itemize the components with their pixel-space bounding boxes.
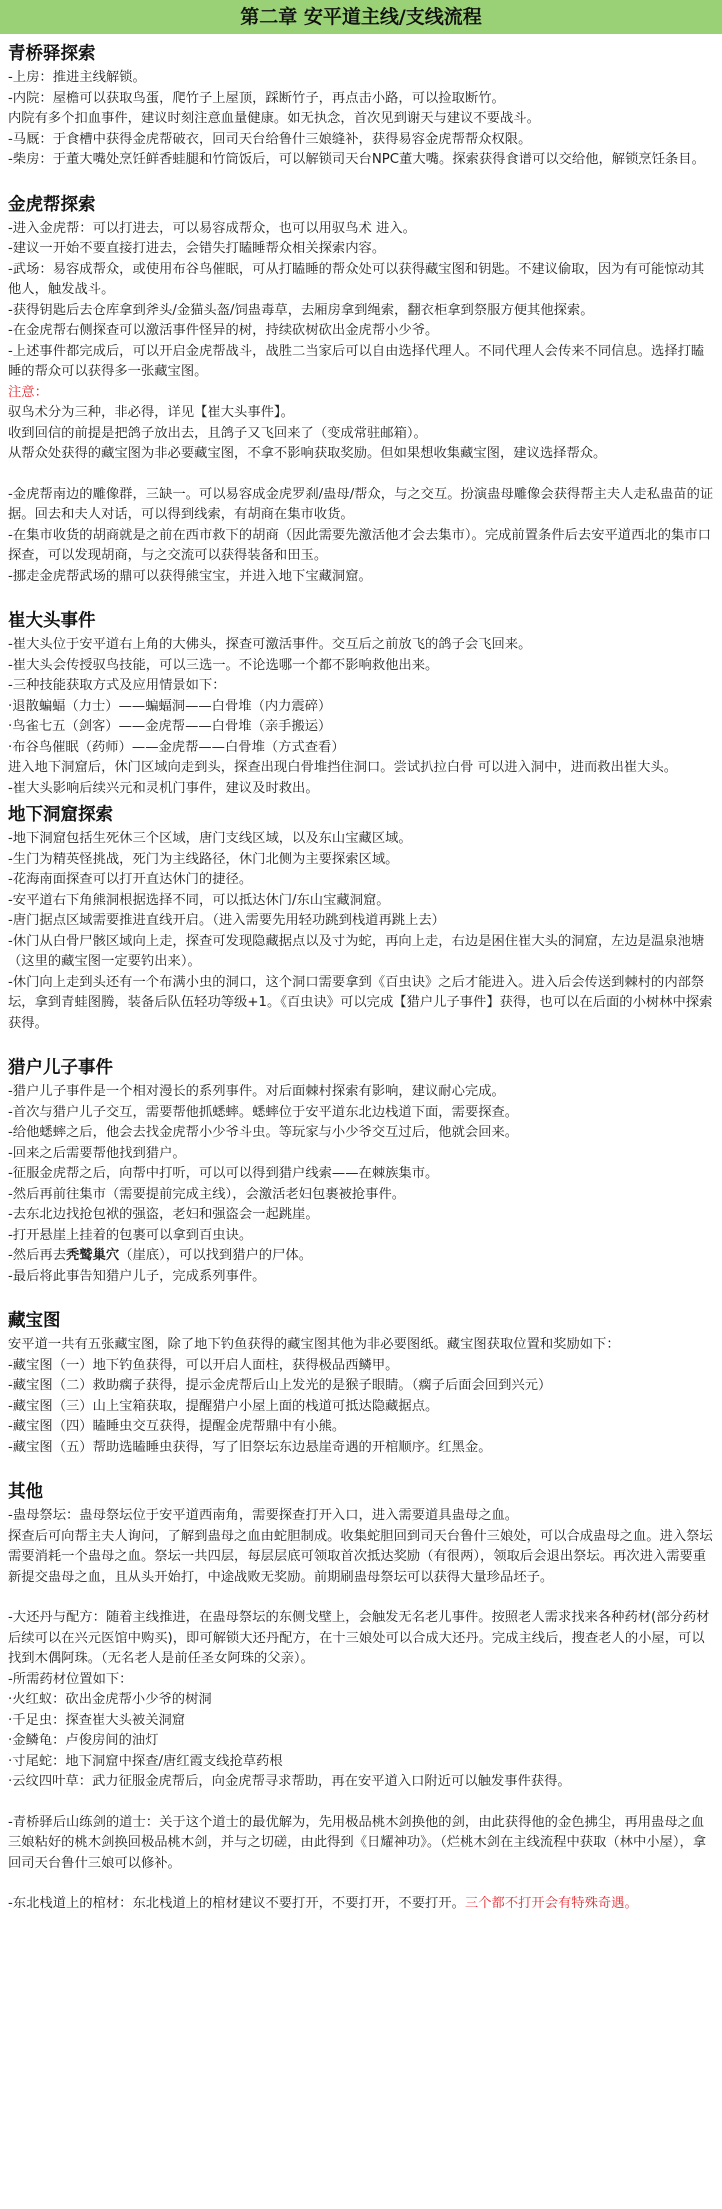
text-line: -柴房：于董大嘴处烹饪鲜香蛙腿和竹筒饭后，可以解锁司天台NPC董大嘴。探索获得食谱可以交给他，解锁烹饪条目。 xyxy=(8,152,705,167)
text-line: ·金鳞龟：卢俊房间的油灯 xyxy=(8,1733,159,1748)
text-line: ·布谷鸟催眠（药师）——金虎帮——白骨堆（方式查看） xyxy=(8,739,345,755)
text-line: -最后将此事告知猎户儿子，完成系列事件。 xyxy=(8,1268,266,1284)
page-title: 第二章 安平道主线/支线流程 xyxy=(0,0,722,34)
text-line: -藏宝图（二）救助瘸子获得，提示金虎帮后山上发光的是猴子眼睛。（瘸子后面会回到兴元） xyxy=(8,1378,552,1393)
text-line: 探查后可向帮主夫人询问，了解到蛊母之血由蛇胆制成。收集蛇胆回到司天台鲁什三娘处，可以合成蛊母之血。进入祭坛需要消耗一个蛊母之血。祭坛一共四层，每层层底可领取首次抵达奖励（有很两），领取后会退出祭坛。再次进入需要重新提交蛊母之血，且从头开始打，中途战败无奖励。前期刷蛊母祭坛可以获得大量珍品坯子。 xyxy=(8,1528,713,1585)
section-heading: 崔大头事件 xyxy=(8,611,96,631)
text-line: -在金虎帮右侧探查可以激活事件怪异的树，持续砍树砍出金虎帮小少爷。 xyxy=(8,323,439,338)
warning-text: 三个都不打开会有特殊奇遇。 xyxy=(464,1896,638,1911)
section-heading: 金虎帮探索 xyxy=(8,194,96,215)
text-line: -给他蟋蟀之后，他会去找金虎帮小少爷斗虫。等玩家与小少爷交互过后，他就会回来。 xyxy=(8,1125,519,1140)
text-line: -藏宝图（五）帮助选瞌睡虫获得，写了旧祭坛东边悬崖奇遇的开棺顺序。红黑金。 xyxy=(8,1439,492,1455)
text-line: -休门向上走到头还有一个布满小虫的洞口，这个洞口需要拿到《百虫诀》之后才能进入。进入后会传送到棘村的内部祭坛，拿到青蛙图腾，装备后队伍轻功等级+1。《百虫诀》可以完成【猎户儿子事件】获得，也可以在后面的小树林中探索获得。 xyxy=(8,974,713,1031)
text-line: 收到回信的前提是把鸽子放出去，且鸽子又飞回来了（变成常驻邮箱）。 xyxy=(8,425,427,441)
text-line: -获得钥匙后去仓库拿到斧头/金猫头盔/饲蛊毒草，去厢房拿到绳索，翻衣柜拿到祭服方便其他探索。 xyxy=(8,302,594,318)
text-line: -上述事件都完成后，可以开启金虎帮战斗，战胜二当家后可以自由选择代理人。不同代理人会传来不同信息。选择打瞌睡的帮众可以获得多一张藏宝图。 xyxy=(8,343,705,379)
spacer xyxy=(8,1793,714,1813)
text-line: -藏宝图（三）山上宝箱获取，提醒猎户小屋上面的栈道可抵达隐藏据点。 xyxy=(8,1398,439,1414)
text-line: -崔大头位于安平道右上角的大佛头，探查可激活事件。交互后之前放飞的鸽子会飞回来。 xyxy=(8,637,532,652)
text-line: 从帮众处获得的藏宝图为非必要藏宝图，不拿不影响获取奖励。但如果想收集藏宝图，建议选择帮众。 xyxy=(8,446,607,461)
text-line xyxy=(8,1894,714,1915)
text-line: -藏宝图（四）瞌睡虫交互获得，提醒金虎帮鼎中有小熊。 xyxy=(8,1419,346,1434)
section-cuidatou xyxy=(8,609,714,799)
text-line: -大还丹与配方：随着主线推进，在蛊母祭坛的东侧戈壁上，会触发无名老儿事件。按照老人需求找来各种药材(部分药材后续可以在兴元医馆中购买)，即可解锁大还丹配方，在十三娘处可以合成大还丹。完成主线后，搜查老人的小屋，可以找到木偶阿珠。（无名老人是前任圣女阿珠的父亲）。 xyxy=(8,1610,710,1666)
text-span: -东北栈道上的棺材：东北栈道上的棺材建议不要打开，不要打开，不要打开。 xyxy=(8,1896,465,1911)
text-line: -进入金虎帮：可以打进去，可以易容成帮众，也可以用驭鸟术 进入。 xyxy=(8,220,416,236)
section-dixia xyxy=(8,803,714,1034)
text-line: -休门从白骨尸骸区域向上走，探查可发现隐藏据点以及寸为蛇，再向上走，右边是困住崔大头的洞窟，左边是温泉池塘（这里的藏宝图一定要钓出来）。 xyxy=(8,933,705,969)
content xyxy=(0,34,722,1921)
spacer xyxy=(8,465,714,485)
spacer xyxy=(8,1874,714,1894)
text-line: -安平道右下角熊洞根据选择不同，可以抵达休门/东山宝藏洞窟。 xyxy=(8,892,390,908)
section-heading: 其他 xyxy=(8,1482,43,1502)
text-line: -崔大头会传授驭鸟技能，可以三选一。不论选哪一个都不影响救他出来。 xyxy=(8,657,439,673)
section-heading: 青桥驿探索 xyxy=(8,44,96,64)
text-line: -然后再前往集市（需要提前完成主线），会激活老妇包裹被抢事件。 xyxy=(8,1186,406,1202)
text-line: -猎户儿子事件是一个相对漫长的系列事件。对后面棘村探索有影响，建议耐心完成。 xyxy=(8,1084,505,1099)
text-line: -首次与猎户儿子交互，需要帮他抓蟋蟀。蟋蟀位于安平道东北边栈道下面，需要探查。 xyxy=(8,1104,519,1120)
text-line: -蛊母祭坛：蛊母祭坛位于安平道西南角，需要探查打开入口，进入需要道具蛊母之血。 xyxy=(8,1508,519,1523)
text-line: -在集市收货的胡商就是之前在西市救下的胡商（因此需要先激活他才会去集市）。完成前置条件后去安平道西北的集市口探查，可以发现胡商，与之交流可以获得装备和田玉。 xyxy=(8,527,711,563)
section-cangbao xyxy=(8,1309,714,1458)
text-line: ·云纹四叶草：武力征服金虎帮后，向金虎帮寻求帮助，再在安平道入口附近可以触发事件获得。 xyxy=(8,1774,571,1789)
text-line: -打开悬崖上挂着的包裹可以拿到百虫诀。 xyxy=(8,1227,253,1243)
text-line: -挪走金虎帮武场的鼎可以获得熊宝宝，并进入地下宝藏洞窟。 xyxy=(8,568,372,584)
section-heading: 藏宝图 xyxy=(8,1311,61,1331)
text-line: ·火红蚁：砍出金虎帮小少爷的树洞 xyxy=(8,1692,212,1707)
text-line: -征服金虎帮之后，向帮中打听，可以可以得到猎户线索——在棘族集市。 xyxy=(8,1166,439,1181)
text-line: -地下洞窟包括生死休三个区域，唐门支线区域，以及东山宝藏区域。 xyxy=(8,831,412,846)
text-line: -回来之后需要帮他找到猎户。 xyxy=(8,1145,186,1161)
text-line: -金虎帮南边的雕像群，三缺一。可以易容成金虎罗刹/蛊母/帮众，与之交互。扮演蛊母雕像会获得帮主夫人走私蛊苗的证据。回去和夫人对话，可以得到线索，有胡商在集市收货。 xyxy=(8,486,714,522)
text-line: ·千足虫：探查崔大头被关洞窟 xyxy=(8,1712,186,1728)
text-line: -内院：屋檐可以获取鸟蛋，爬竹子上屋顶，踩断竹子，再点击小路，可以捡取断竹。 xyxy=(8,90,505,106)
text-line: -上房：推进主线解锁。 xyxy=(8,70,146,85)
text-line: -建议一开始不要直接打进去，会错失打瞌睡帮众相关探索内容。 xyxy=(8,241,386,256)
text-line: -武场：易容成帮众，或使用布谷鸟催眠，可从打瞌睡的帮众处可以获得藏宝图和钥匙。不建议偷取，因为有可能惊动其他人，触发战斗。 xyxy=(8,261,705,297)
text-line: -藏宝图（一）地下钓鱼获得，可以开启人面柱，获得极品西鳞甲。 xyxy=(8,1357,399,1373)
spacer xyxy=(8,1588,714,1608)
section-jinhu xyxy=(8,193,714,588)
note-label: 注意： xyxy=(8,384,48,400)
text-span: （崖底），可以找到猎户的尸体。 xyxy=(119,1248,312,1263)
text-line: 安平道一共有五张藏宝图，除了地下钓鱼获得的藏宝图其他为非必要图纸。藏宝图获取位置和奖励如下： xyxy=(8,1337,620,1352)
text-line: 内院有多个扣血事件，建议时刻注意血量健康。如无执念，首次见到谢天与建议不要战斗。 xyxy=(8,111,540,126)
section-heading: 地下洞窟探索 xyxy=(8,805,113,825)
text-line: -去东北边找抢包袱的强盗，老妇和强盗会一起跳崖。 xyxy=(8,1207,319,1222)
text-line: -生门为精英怪挑战，死门为主线路径，休门北侧为主要探索区域。 xyxy=(8,851,399,867)
text-line: 驭鸟术分为三种，非必得，详见【崔大头事件】。 xyxy=(8,405,294,420)
text-span: -然后再去 xyxy=(8,1248,66,1263)
text-line: -唐门据点区域需要推进直线开启。（进入需要先用轻功跳到栈道再跳上去） xyxy=(8,913,445,928)
text-line: -三种技能获取方式及应用情景如下： xyxy=(8,678,226,693)
section-heading: 猎户儿子事件 xyxy=(8,1058,113,1078)
text-line: -崔大头影响后续兴元和灵机门事件，建议及时救出。 xyxy=(8,780,319,796)
bold-location: 秃鹫巢穴 xyxy=(66,1248,120,1263)
text-line: -所需药材位置如下： xyxy=(8,1671,133,1687)
text-line: 进入地下洞窟后，休门区域向走到头，探查出现白骨堆挡住洞口。尝试扒拉白骨 可以进入洞中，进而救出崔大头。 xyxy=(8,760,678,775)
text-line: -马厩：于食槽中获得金虎帮破衣，回司天台给鲁什三娘缝补，获得易容金虎帮帮众权限。 xyxy=(8,131,532,147)
section-liehu xyxy=(8,1056,714,1287)
text-line: ·鸟雀七五（剑客）——金虎帮——白骨堆（亲手搬运） xyxy=(8,719,332,734)
section-qingqiao xyxy=(8,42,714,171)
text-line: -青桥驿后山练剑的道士：关于这个道士的最优解为，先用极品桃木剑换他的剑，由此获得他的金色拂尘，再用蛊母之血三娘粘好的桃木剑换回极品桃木剑，并与之切磋，由此得到《日耀神功》。（烂桃木剑在主线流程中获取（林中小屋），拿回司天台鲁什三娘可以修补。 xyxy=(8,1814,707,1871)
text-line: ·寸尾蛇：地下洞窟中探查/唐红霞支线抢草药根 xyxy=(8,1753,283,1769)
text-line: ·退散蝙蝠（力士）——蝙蝠洞——白骨堆（内力震碎） xyxy=(8,698,332,714)
section-qita xyxy=(8,1480,714,1915)
text-line: -花海南面探查可以打开直达休门的捷径。 xyxy=(8,872,253,887)
text-line xyxy=(8,1246,714,1267)
